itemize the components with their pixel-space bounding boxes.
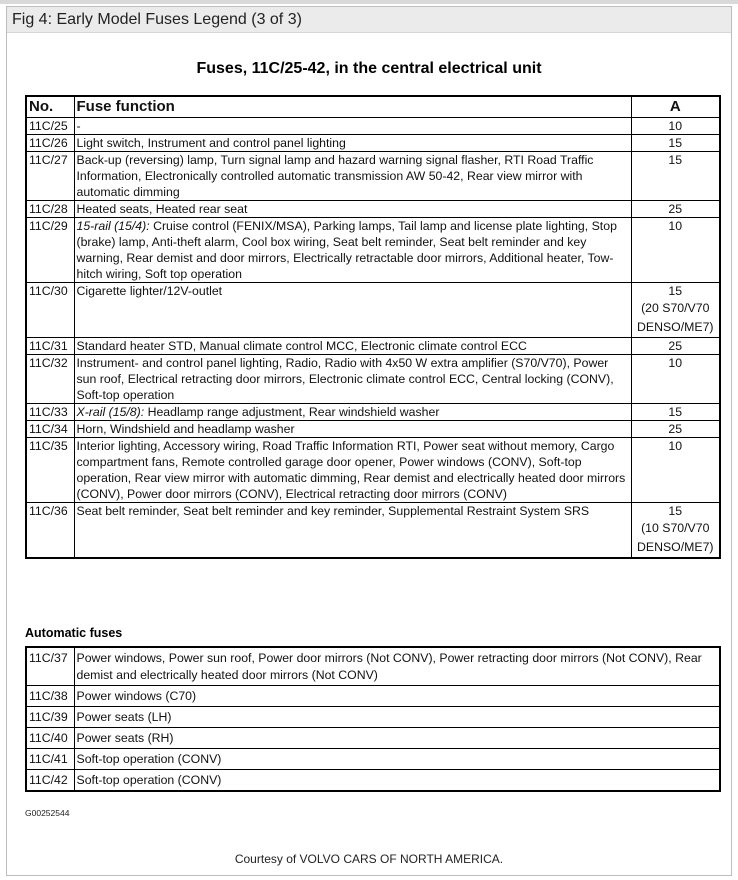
- fuse-function: [74, 503, 631, 559]
- table-row: [26, 218, 720, 283]
- amperage-note: (20 S70/V70 DENSO/ME7): [636, 301, 714, 334]
- fuse-function: Power windows (C70): [74, 686, 720, 707]
- amperage-value: 10: [668, 439, 683, 453]
- fuse-function: Soft-top operation (CONV): [74, 749, 720, 770]
- table-row: [26, 647, 720, 686]
- fuse-amperage: [631, 438, 720, 503]
- amperage-value: 10: [668, 356, 683, 370]
- fuse-number: 11C/35: [26, 438, 74, 503]
- fuse-number: 11C/26: [26, 135, 74, 152]
- table-row: [26, 338, 720, 355]
- fuse-number: 11C/30: [26, 283, 74, 338]
- table-row: [26, 728, 720, 749]
- fuse-amperage: [631, 218, 720, 283]
- rail-label: X-rail (15/8):: [76, 405, 145, 419]
- fuse-number: 11C/41: [26, 749, 74, 770]
- amperage-value: 25: [668, 422, 683, 436]
- table-row: [26, 404, 720, 421]
- fuse-function-text: Back-up (reversing) lamp, Turn signal lamp and hazard warning signal flasher, RTI Road Traffic Information, Electronically controlled automatic transmission AW 50-42, Rear view mirror with automatic dimming: [76, 153, 594, 199]
- fuse-amperage: [631, 283, 720, 338]
- image-code: G00252544: [25, 808, 70, 818]
- fuse-function-text: Instrument- and control panel lighting, Radio, Radio with 4x50 W extra amplifier (S70/V70), Power sun roof, Electrical retracting door mirrors, Electronic climate control ECC, Central locking (CONV), Soft-top operation: [76, 356, 614, 402]
- automatic-fuse-table-body: [26, 647, 720, 791]
- amperage-value: 15: [668, 504, 683, 518]
- table-row: [26, 135, 720, 152]
- fuse-function: [74, 152, 631, 201]
- table-row: [26, 355, 720, 404]
- fuse-amperage: [631, 355, 720, 404]
- header-function: Fuse function: [74, 96, 631, 118]
- automatic-fuse-table: [25, 646, 721, 792]
- fuse-function: [74, 421, 631, 438]
- fuse-function-text: Interior lighting, Accessory wiring, Road Traffic Information RTI, Power seat without memory, Cargo compartment fans, Remote controlled garage door opener, Power windows (CONV), Soft-top operation, Rear view mirror with automatic dimming, Rear demist and electrically heated door mirrors (CONV), Power door mirrors (CONV), Electrical retracting door mirrors (CONV): [76, 439, 626, 501]
- table-row: [26, 118, 720, 135]
- fuse-amperage: [631, 404, 720, 421]
- table-row: [26, 707, 720, 728]
- fuse-amperage: [631, 338, 720, 355]
- fuse-function-text: Standard heater STD, Manual climate control MCC, Electronic climate control ECC: [76, 339, 527, 353]
- fuse-function: [74, 355, 631, 404]
- table-row: [26, 749, 720, 770]
- fuse-number: 11C/37: [26, 647, 74, 686]
- table-row: [26, 503, 720, 559]
- fuse-number: 11C/32: [26, 355, 74, 404]
- table-row: [26, 421, 720, 438]
- amperage-note: (10 S70/V70 DENSO/ME7): [636, 521, 714, 554]
- fuse-function: [74, 404, 631, 421]
- table-row: [26, 438, 720, 503]
- amperage-value: 25: [668, 339, 683, 353]
- fuse-function: [74, 118, 631, 135]
- rail-label: 15-rail (15/4):: [76, 219, 150, 233]
- courtesy-note: Courtesy of VOLVO CARS OF NORTH AMERICA.: [234, 852, 504, 866]
- fuse-function-text: Horn, Windshield and headlamp washer: [76, 422, 295, 436]
- amperage-value: 10: [668, 119, 683, 133]
- fuse-function: [74, 338, 631, 355]
- top-border: [0, 0, 738, 4]
- fuse-amperage: [631, 118, 720, 135]
- amperage-value: 15: [668, 136, 683, 150]
- table-header-row: [26, 96, 720, 118]
- fuse-function-text: Headlamp range adjustment, Rear windshield washer: [147, 405, 440, 419]
- table-row: [26, 152, 720, 201]
- fuse-number: 11C/27: [26, 152, 74, 201]
- fuse-amperage: [631, 421, 720, 438]
- fuse-function-text: -: [76, 119, 81, 133]
- fuse-table-body: [26, 118, 720, 559]
- header-no: No.: [26, 96, 74, 118]
- fuse-number: 11C/25: [26, 118, 74, 135]
- fuse-function: Soft-top operation (CONV): [74, 770, 720, 792]
- fuse-function: Power windows, Power sun roof, Power door mirrors (Not CONV), Power retracting door mirrors (Not CONV), Rear demist and electrically heated door mirrors (Not CONV): [74, 647, 720, 686]
- table-row: [26, 283, 720, 338]
- amperage-value: 10: [668, 219, 683, 233]
- automatic-fuses-heading: Automatic fuses: [25, 626, 123, 640]
- fuse-function: [74, 218, 631, 283]
- fuse-function: [74, 283, 631, 338]
- fuse-amperage: [631, 152, 720, 201]
- fuse-function-text: Seat belt reminder, Seat belt reminder and key reminder, Supplemental Restraint System SRS: [76, 504, 590, 518]
- fuse-number: 11C/29: [26, 218, 74, 283]
- fuse-number: 11C/34: [26, 421, 74, 438]
- fuse-number: 11C/40: [26, 728, 74, 749]
- fuse-function-text: Light switch, Instrument and control panel lighting: [76, 136, 346, 150]
- fuse-function: Power seats (RH): [74, 728, 720, 749]
- fuse-function: [74, 438, 631, 503]
- page-title: Fuses, 11C/25-42, in the central electrical unit: [196, 60, 542, 77]
- amperage-value: 15: [668, 153, 683, 167]
- fuse-function-text: Heated seats, Heated rear seat: [76, 202, 248, 216]
- fuse-number: 11C/31: [26, 338, 74, 355]
- amperage-value: 15: [668, 405, 683, 419]
- fuse-number: 11C/38: [26, 686, 74, 707]
- fuse-number: 11C/42: [26, 770, 74, 792]
- fuse-function: [74, 135, 631, 152]
- fuse-amperage: [631, 201, 720, 218]
- header-amp: A: [631, 96, 720, 118]
- fuse-function-text: Cigarette lighter/12V-outlet: [76, 284, 223, 298]
- fuse-function: [74, 201, 631, 218]
- table-row: [26, 201, 720, 218]
- fuse-number: 11C/36: [26, 503, 74, 559]
- fuse-amperage: [631, 503, 720, 559]
- amperage-value: 15: [668, 284, 683, 298]
- fuse-table: [25, 95, 721, 559]
- fuse-number: 11C/39: [26, 707, 74, 728]
- table-row: [26, 770, 720, 792]
- fuse-function-text: Cruise control (FENIX/MSA), Parking lamps, Tail lamp and license plate lighting, Stop (brake) lamp, Anti-theft alarm, Cool box wiring, Seat belt reminder, Seat belt reminder and key warning, Rear demist and door mirrors, Electrically retractable door mirrors, Additional heater, Tow-hitch wiring, Soft top operation: [76, 219, 617, 281]
- fuse-number: 11C/33: [26, 404, 74, 421]
- figure-caption: Fig 4: Early Model Fuses Legend (3 of 3): [7, 7, 731, 33]
- amperage-value: 25: [668, 202, 683, 216]
- table-row: [26, 686, 720, 707]
- fuse-number: 11C/28: [26, 201, 74, 218]
- fuse-amperage: [631, 135, 720, 152]
- fuse-function: Power seats (LH): [74, 707, 720, 728]
